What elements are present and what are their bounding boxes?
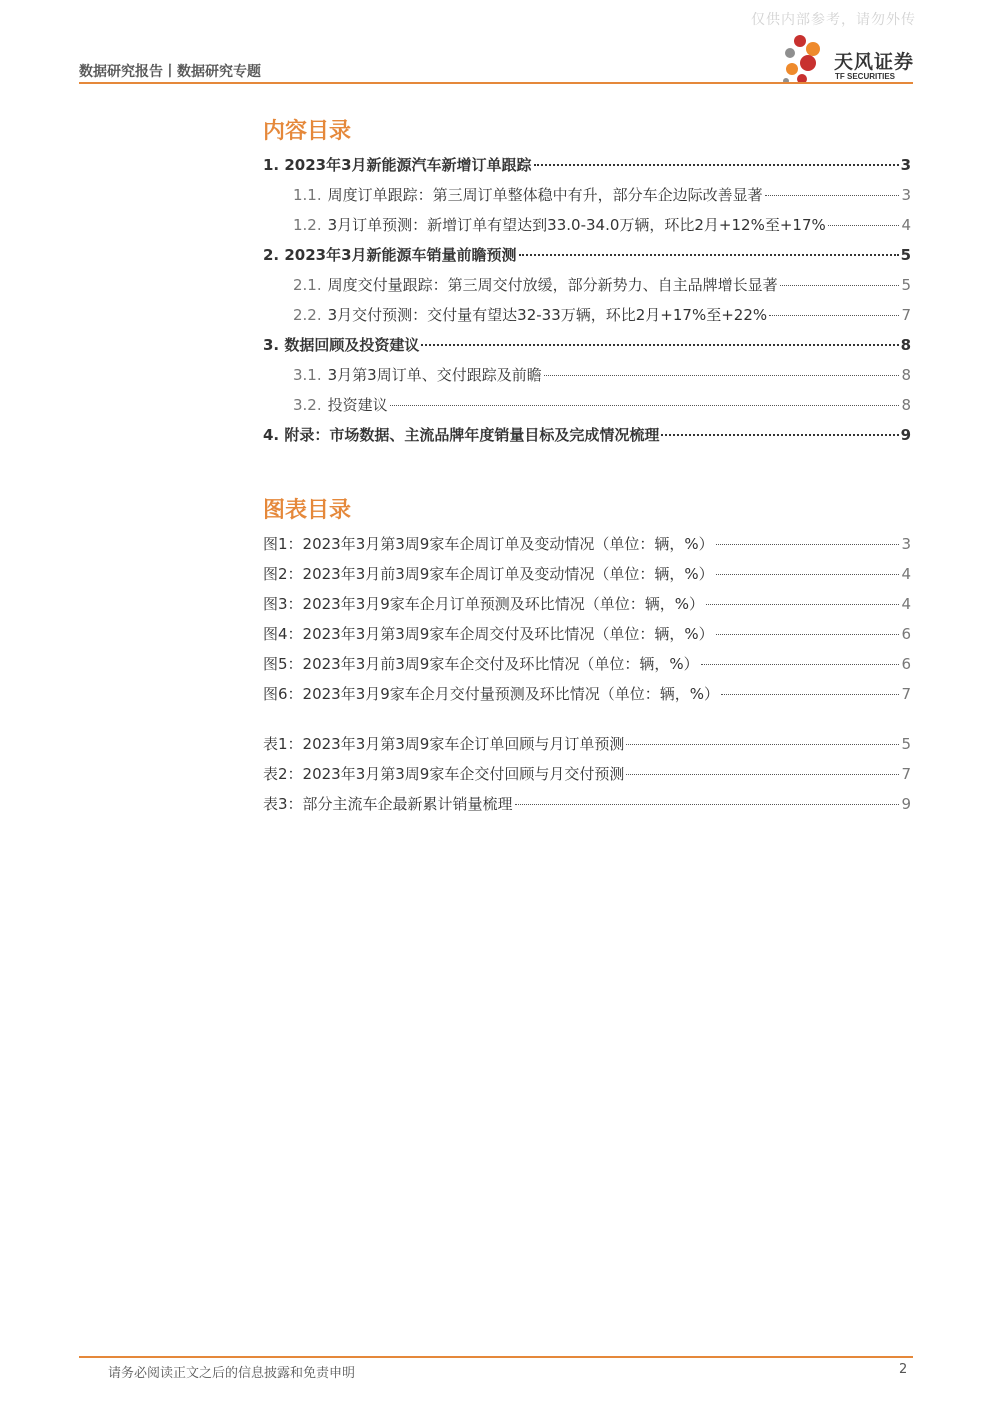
toc-page-number: 8 — [901, 366, 911, 384]
toc-page-number: 3 — [900, 156, 911, 174]
toc-entry-number: 1.2. — [293, 216, 322, 234]
toc-entry-text: 2. 2023年3月新能源车销量前瞻预测 — [263, 246, 517, 264]
toc-entry-text: 3月订单预测：新增订单有望达到33.0-34.0万辆，环比2月+12%至+17% — [327, 216, 826, 234]
toc-entry-number: 3.2. — [293, 396, 322, 414]
figures-title: 图表目录 — [263, 498, 352, 523]
dot-leader — [626, 744, 899, 745]
dot-leader — [626, 774, 899, 775]
table-page-number: 7 — [901, 765, 911, 783]
toc-entry-number: 2.1. — [293, 276, 322, 294]
toc-entry-2-2[interactable] — [293, 304, 911, 326]
figure-entry-text: 图2：2023年3月前3周9家车企周订单及变动情况（单位：辆，%） — [263, 565, 714, 583]
toc-page-number: 8 — [901, 396, 911, 414]
dot-leader — [716, 544, 900, 545]
figure-page-number: 4 — [901, 595, 911, 613]
dot-leader — [780, 285, 900, 286]
dot-leader — [765, 195, 900, 196]
logo-subtitle: TF SECURITIES — [835, 72, 896, 81]
figure-entry-text: 图4：2023年3月第3周9家车企周交付及环比情况（单位：辆，%） — [263, 625, 714, 643]
toc-page-number: 5 — [900, 246, 911, 264]
toc-entry-2-1[interactable] — [293, 274, 911, 296]
toc-entry-text: 1. 2023年3月新能源汽车新增订单跟踪 — [263, 156, 532, 174]
dot-leader — [544, 375, 900, 376]
toc-page-number: 3 — [901, 186, 911, 204]
dot-leader — [701, 664, 900, 665]
toc-entry-number: 1.1. — [293, 186, 322, 204]
figure-page-number: 7 — [901, 685, 911, 703]
toc-entry-text: 投资建议 — [327, 396, 388, 414]
dot-leader — [390, 405, 900, 406]
toc-page-number: 8 — [900, 336, 911, 354]
company-logo — [778, 31, 918, 85]
figure-entry-1[interactable] — [263, 533, 911, 555]
toc-entry-1-2[interactable] — [293, 214, 911, 236]
table-page-number: 5 — [901, 735, 911, 753]
toc-entry-4[interactable] — [263, 424, 911, 446]
toc-page-number: 7 — [901, 306, 911, 324]
footer-divider — [79, 1356, 913, 1358]
dot-leader — [828, 225, 900, 226]
dot-leader — [721, 694, 899, 695]
figure-page-number: 4 — [901, 565, 911, 583]
figure-page-number: 6 — [901, 655, 911, 673]
toc-entry-text: 周度订单跟踪：第三周订单整体稳中有升，部分车企边际改善显著 — [327, 186, 763, 204]
toc-page-number: 5 — [901, 276, 911, 294]
table-page-number: 9 — [901, 795, 911, 813]
figure-entry-5[interactable] — [263, 653, 911, 675]
figure-entry-text: 图1：2023年3月第3周9家车企周订单及变动情况（单位：辆，%） — [263, 535, 714, 553]
footer-disclaimer: 请务必阅读正文之后的信息披露和免责申明 — [108, 1366, 356, 1381]
table-entry-3[interactable] — [263, 793, 911, 815]
dot-leader — [661, 434, 898, 436]
toc-entry-text: 3. 数据回顾及投资建议 — [263, 336, 420, 354]
figure-entry-text: 图6：2023年3月9家车企月交付量预测及环比情况（单位：辆，%） — [263, 685, 720, 703]
toc-entry-text: 3月第3周订单、交付跟踪及前瞻 — [327, 366, 542, 384]
figure-entry-4[interactable] — [263, 623, 911, 645]
dot-leader — [706, 604, 899, 605]
table-entry-text: 表3：部分主流车企最新累计销量梳理 — [263, 795, 513, 813]
contents-title: 内容目录 — [263, 119, 352, 144]
toc-entry-1-1[interactable] — [293, 184, 911, 206]
toc-entry-number: 2.2. — [293, 306, 322, 324]
table-entry-text: 表2：2023年3月第3周9家车企交付回顾与月交付预测 — [263, 765, 625, 783]
logo-name: 天风证券 — [834, 51, 915, 73]
figure-page-number: 6 — [901, 625, 911, 643]
header-divider — [79, 82, 913, 84]
report-breadcrumb: 数据研究报告丨数据研究专题 — [79, 64, 261, 80]
footer-page-number: 2 — [899, 1362, 908, 1377]
table-entry-1[interactable] — [263, 733, 911, 755]
table-entry-text: 表1：2023年3月第3周9家车企订单回顾与月订单预测 — [263, 735, 625, 753]
toc-entry-3[interactable] — [263, 334, 911, 356]
dot-leader — [534, 164, 899, 166]
dot-leader — [769, 315, 899, 316]
toc-entry-number: 3.1. — [293, 366, 322, 384]
figure-entry-6[interactable] — [263, 683, 911, 705]
figure-entry-3[interactable] — [263, 593, 911, 615]
figure-page-number: 3 — [901, 535, 911, 553]
dot-leader — [716, 634, 900, 635]
figure-entry-text: 图3：2023年3月9家车企月订单预测及环比情况（单位：辆，%） — [263, 595, 705, 613]
toc-entry-text: 4. 附录：市场数据、主流品牌年度销量目标及完成情况梳理 — [263, 426, 660, 444]
toc-entry-1[interactable] — [263, 154, 911, 176]
toc-page-number: 9 — [900, 426, 911, 444]
watermark-text: 仅供内部参考，请勿外传 — [751, 12, 916, 28]
flower-logo-icon — [778, 31, 830, 85]
toc-entry-text: 3月交付预测：交付量有望达32-33万辆，环比2月+17%至+22% — [327, 306, 768, 324]
toc-entry-3-2[interactable] — [293, 394, 911, 416]
toc-page-number: 4 — [901, 216, 911, 234]
dot-leader — [519, 254, 899, 256]
dot-leader — [716, 574, 900, 575]
table-entry-2[interactable] — [263, 763, 911, 785]
toc-entry-3-1[interactable] — [293, 364, 911, 386]
dot-leader — [515, 804, 900, 805]
figure-entry-text: 图5：2023年3月前3周9家车企交付及环比情况（单位：辆，%） — [263, 655, 699, 673]
toc-entry-2[interactable] — [263, 244, 911, 266]
dot-leader — [421, 344, 898, 346]
figure-entry-2[interactable] — [263, 563, 911, 585]
toc-entry-text: 周度交付量跟踪：第三周交付放缓，部分新势力、自主品牌增长显著 — [327, 276, 778, 294]
